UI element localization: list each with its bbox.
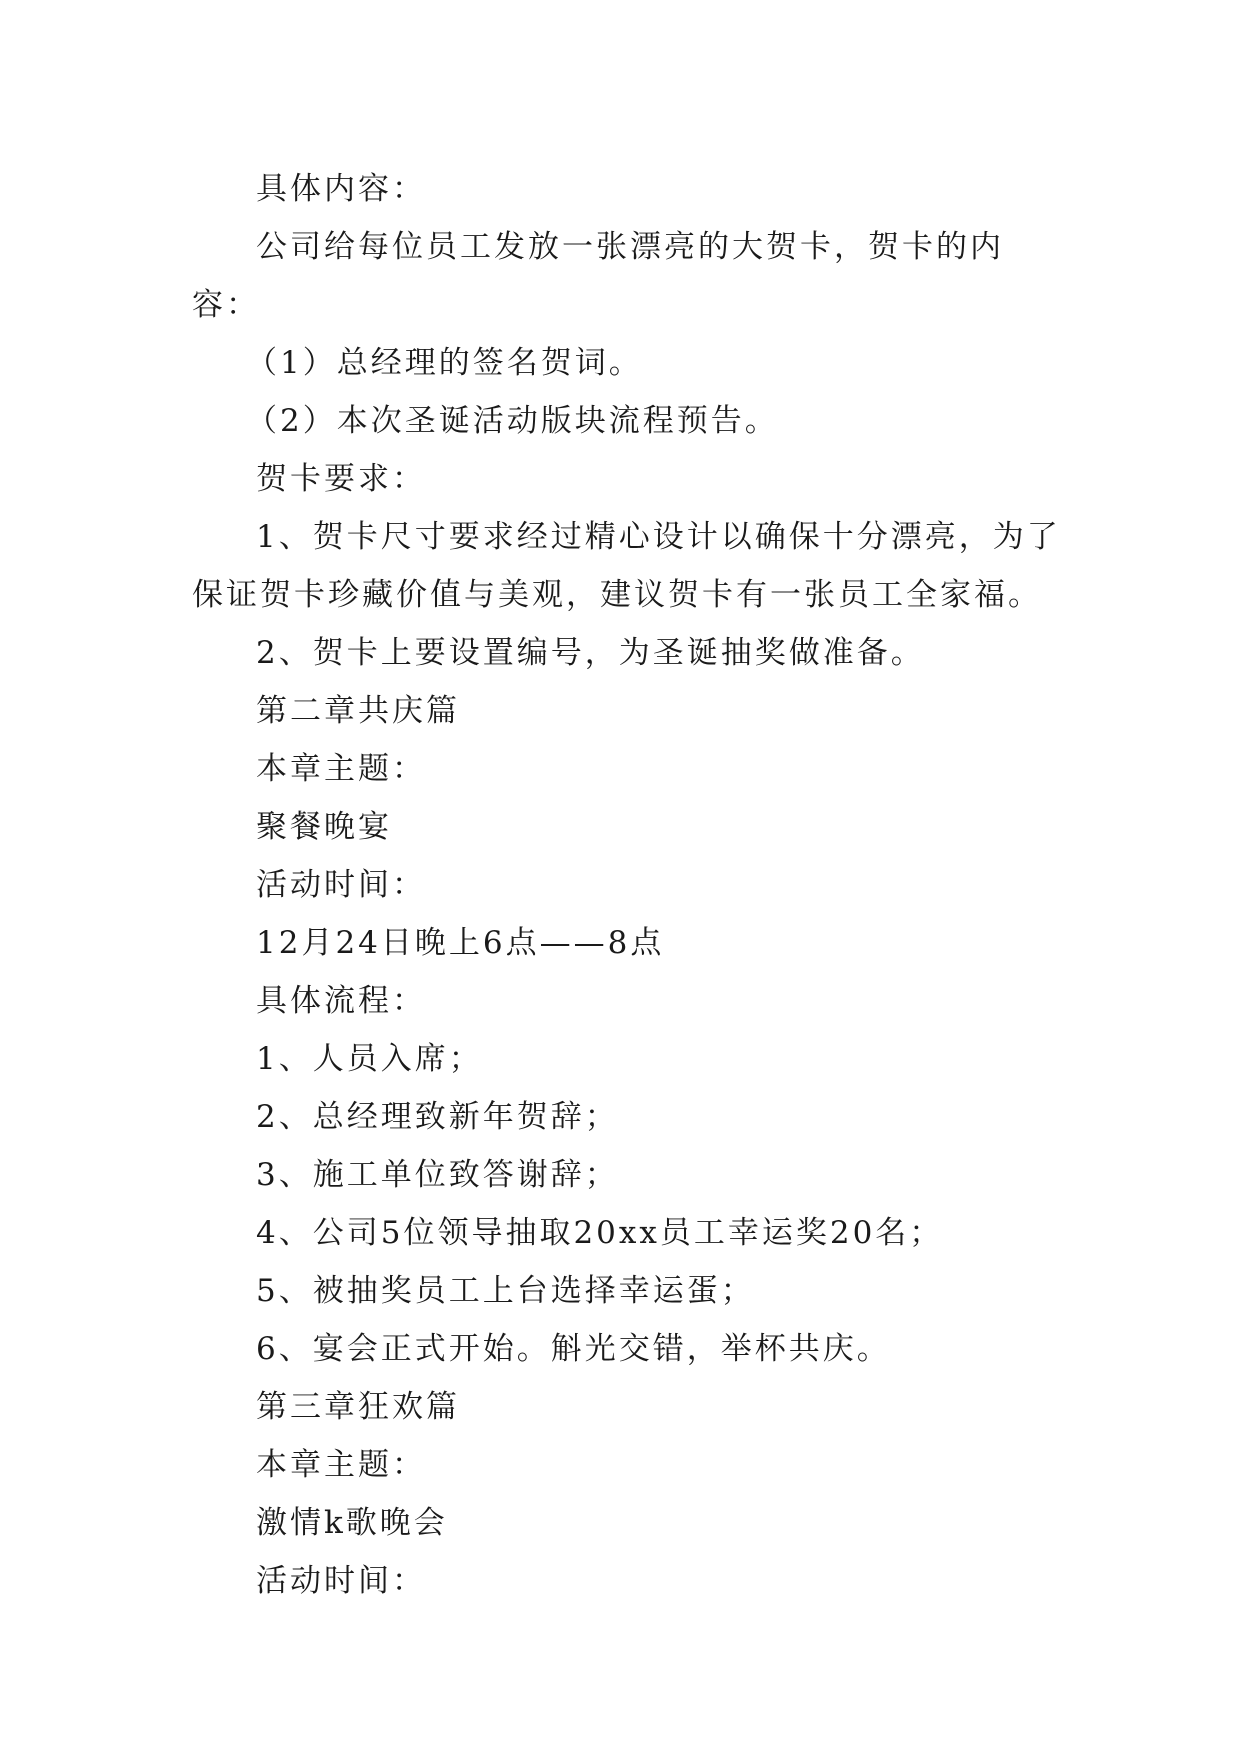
paragraph-requirement-2: 2、贺卡上要设置编号，为圣诞抽奖做准备。 [256, 635, 925, 671]
paragraph-card-requirements: 贺卡要求： [256, 461, 426, 497]
chapter-three-theme-label: 本章主题： [256, 1447, 426, 1483]
paragraph-card-item-2: （2）本次圣诞活动版块流程预告。 [246, 403, 779, 439]
process-step-2: 2、总经理致新年贺辞； [256, 1099, 619, 1135]
document-body [192, 160, 1062, 1610]
chapter-two-time: 12月24日晚上6点——8点 [256, 925, 665, 961]
process-step-1: 1、人员入席； [256, 1041, 483, 1077]
process-step-3: 3、施工单位致答谢辞； [256, 1157, 619, 1193]
process-step-6: 6、宴会正式开始。斛光交错，举杯共庆。 [256, 1331, 891, 1367]
paragraph-greeting-card-intro: 公司给每位员工发放一张漂亮的大贺卡，贺卡的内容： [192, 229, 1004, 323]
chapter-two-time-label: 活动时间： [256, 867, 426, 903]
chapter-two-theme-label: 本章主题： [256, 751, 426, 787]
process-step-5: 5、被抽奖员工上台选择幸运蛋； [256, 1273, 755, 1309]
chapter-three-theme: 激情k歌晚会 [256, 1505, 448, 1541]
chapter-three-time-label: 活动时间： [256, 1563, 426, 1599]
chapter-three-heading: 第三章狂欢篇 [256, 1389, 460, 1425]
process-label: 具体流程： [256, 983, 426, 1019]
chapter-two-theme: 聚餐晚宴 [256, 809, 392, 845]
paragraph-specific-content: 具体内容： [256, 171, 426, 207]
process-step-4: 4、公司5位领导抽取20xx员工幸运奖20名； [256, 1215, 944, 1251]
chapter-two-heading: 第二章共庆篇 [256, 693, 460, 729]
paragraph-card-item-1: （1）总经理的签名贺词。 [246, 345, 643, 381]
paragraph-requirement-1: 1、贺卡尺寸要求经过精心设计以确保十分漂亮，为了保证贺卡珍藏价值与美观，建议贺卡有一张员工全家福。 [192, 519, 1061, 613]
